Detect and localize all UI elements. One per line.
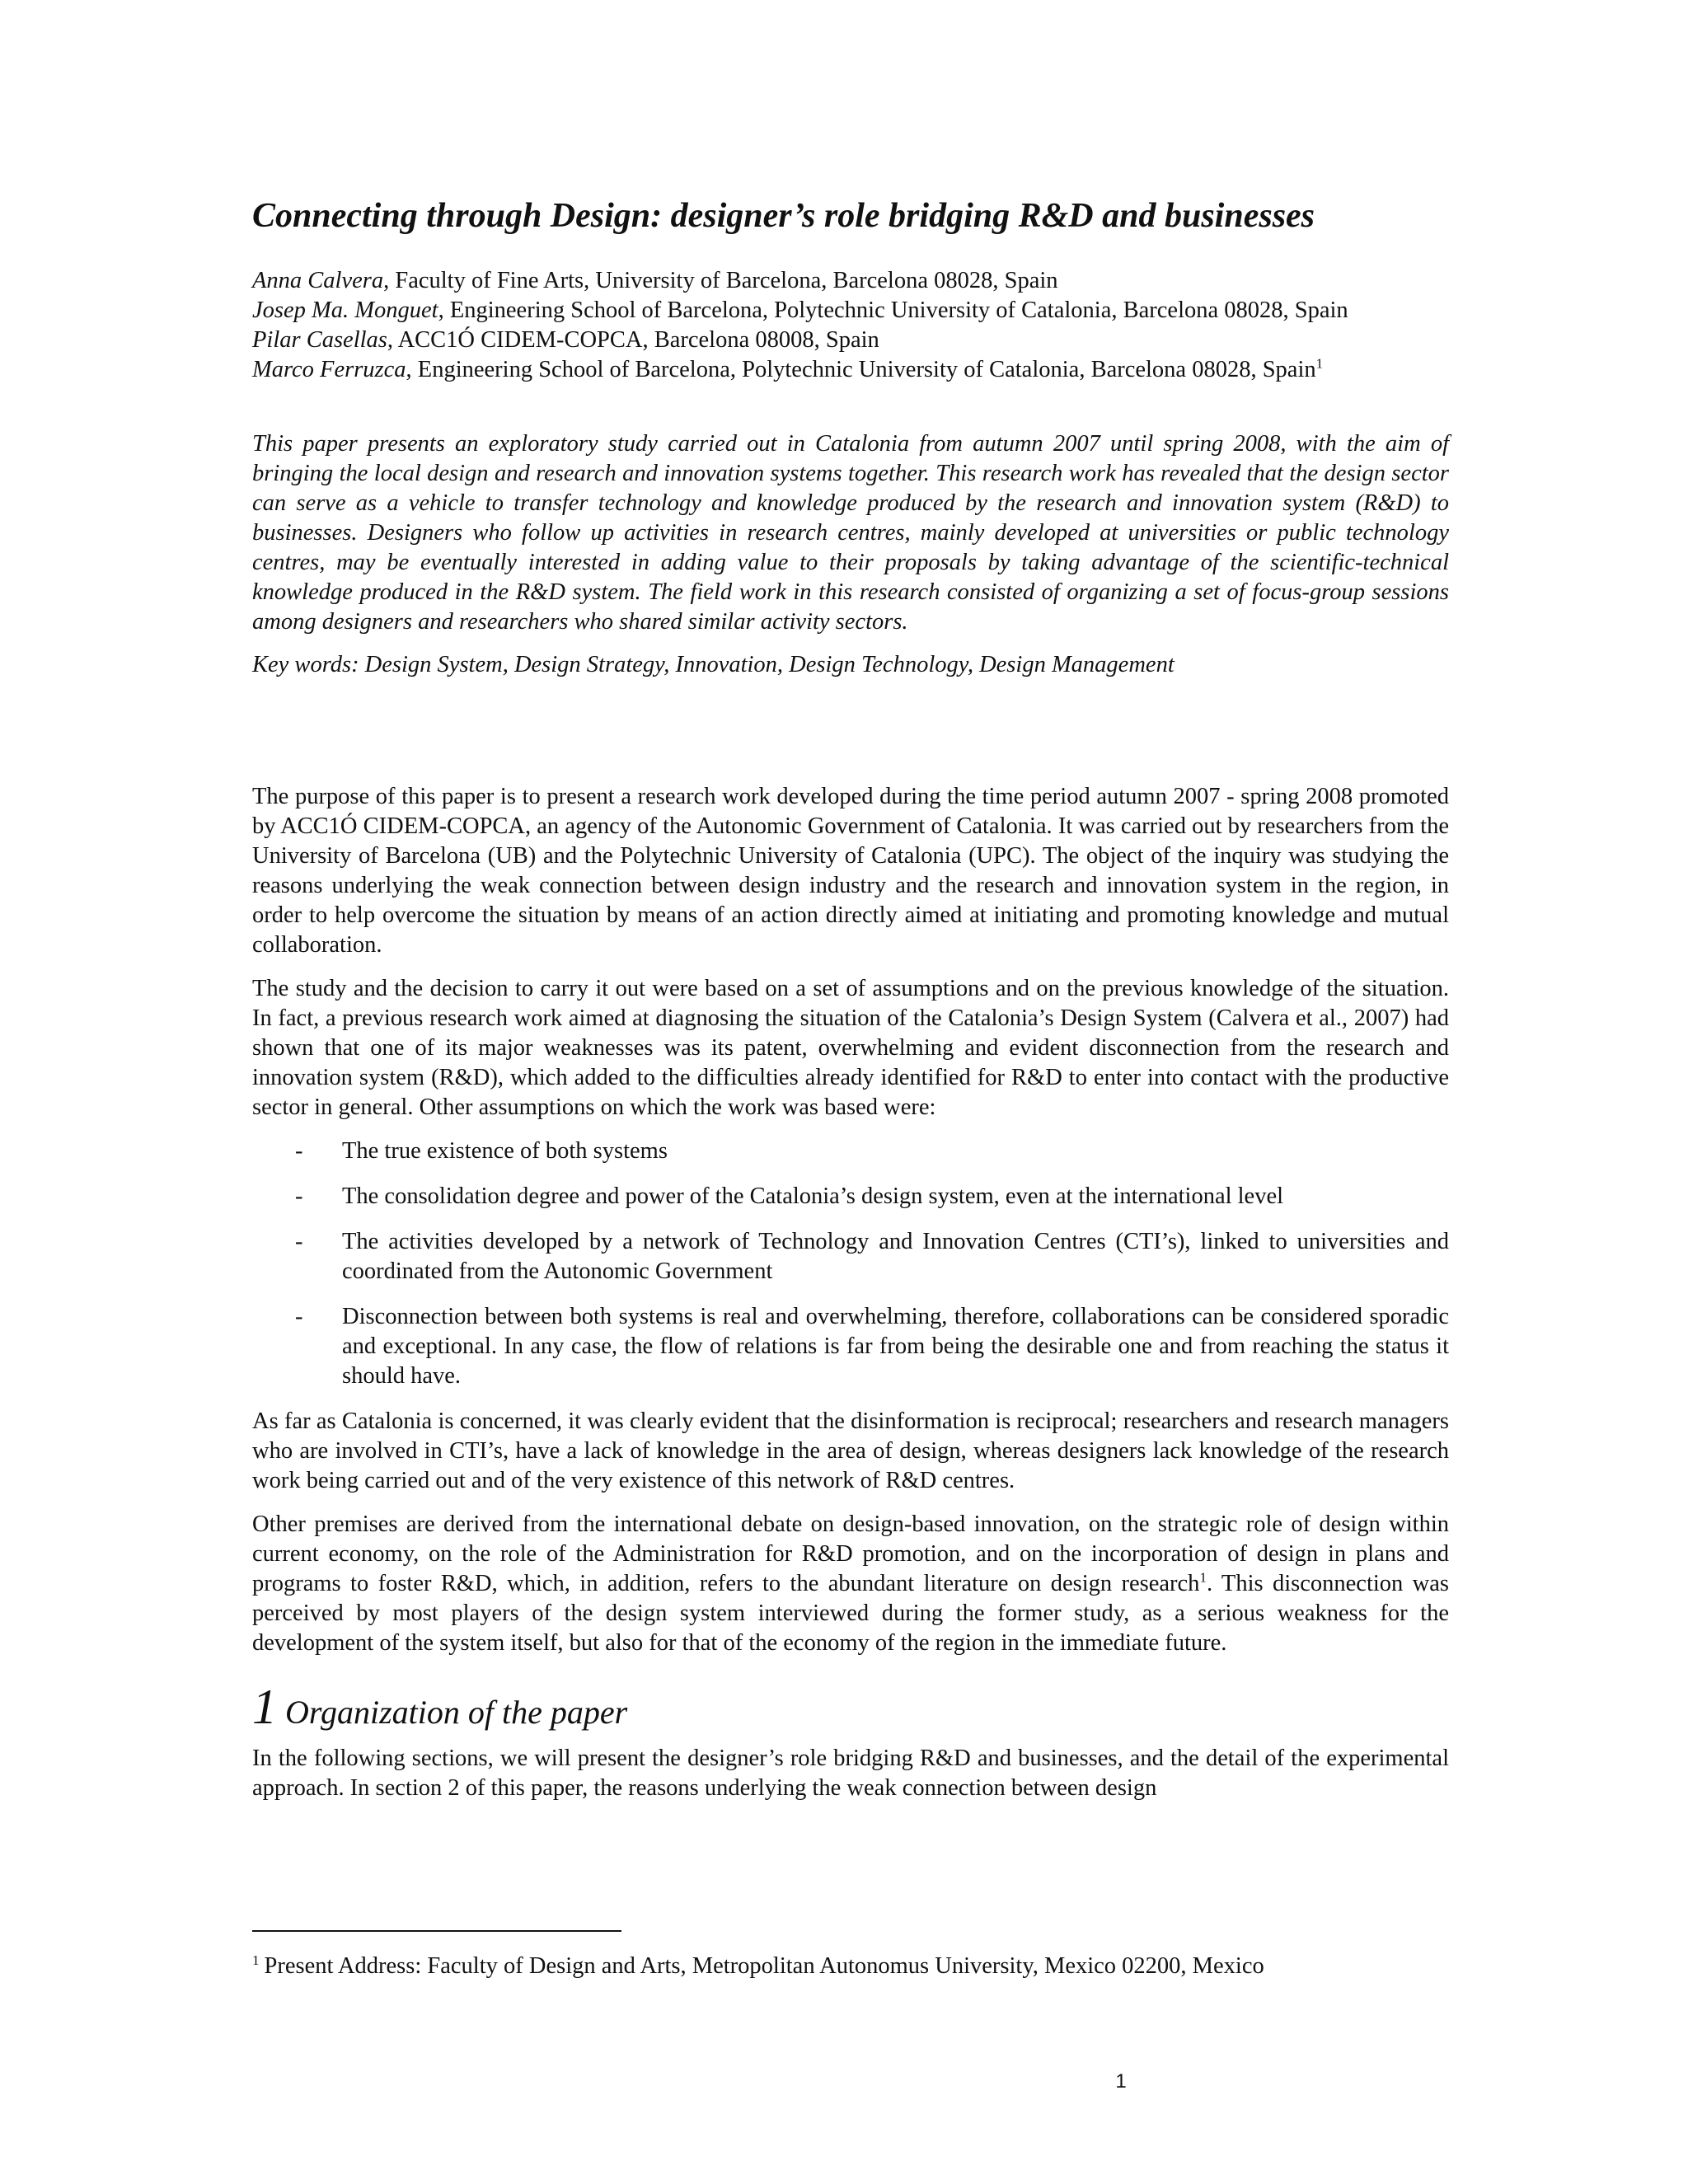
- body-paragraph: The study and the decision to carry it out were based on a set of assumptions and on the previous knowledge of the situation. In fact, a previous research work aimed at diagnosing the situation of the Catalonia’s Design System (Calvera et al., 2007) had shown that one of its major weaknesses was its patent, overwhelming and evident disconnection from the research and innovation system (R&D), which added to the difficulties already identified for R&D to enter into contact with the productive sector in general. Other assumptions on which the work was based were:: [252, 975, 1449, 1120]
- paragraph-text: . This disconnection was perceived by most players of the design system interviewed during the former study, as a serious weakness for the development of the system itself, but also for that of the economy of the region in the immediate future.: [252, 1570, 1449, 1656]
- author-line: [252, 266, 1449, 296]
- author-affiliation: , ACC1Ó CIDEM-COPCA, Barcelona 08008, Spain: [387, 326, 879, 353]
- body-paragraph: In the following sections, we will present the designer’s role bridging R&D and businesses, and the detail of the experimental approach. In section 2 of this paper, the reasons underlying the weak connection between design: [252, 1745, 1449, 1801]
- paper-title: Connecting through Design: designer’s role bridging R&D and businesses: [252, 197, 1315, 235]
- author-line: [252, 326, 1449, 355]
- footnote-text: Present Address: Faculty of Design and Arts, Metropolitan Autonomus University, Mexico 02200, Mexico: [264, 1953, 1264, 1979]
- author-affiliation: , Faculty of Fine Arts, University of Barcelona, Barcelona 08028, Spain: [383, 267, 1058, 293]
- list-item: [252, 1182, 1449, 1212]
- author-line: [252, 296, 1449, 326]
- author-name: Josep Ma. Monguet: [252, 297, 438, 323]
- abstract: This paper presents an exploratory study carried out in Catalonia from autumn 2007 until spring 2008, with the aim of bringing the local design and research and innovation systems together. This research work has revealed that the design sector can serve as a vehicle to transfer technology and knowledge produced by the research and innovation system (R&D) to businesses. Designers who follow up activities in research centres, mainly developed at universities or public technology centres, may be eventually interested in adding value to their proposals by taking advantage of the scientific-technical knowledge produced in the R&D system. The field work in this research consisted of organizing a set of focus-group sessions among designers and researchers who shared similar activity sectors.: [252, 430, 1449, 635]
- body-paragraph: As far as Catalonia is concerned, it was clearly evident that the disinformation is reciprocal; researchers and research managers who are involved in CTI’s, have a lack of knowledge in the area of design, whereas designers lack knowledge of the research work being carried out and of the very existence of this network of R&D centres.: [252, 1408, 1449, 1493]
- bullet-dash: -: [295, 1137, 303, 1164]
- section-title: Organization of the paper: [285, 1693, 628, 1731]
- footnote: [252, 1952, 1264, 1981]
- footnote-reference: 1: [1315, 355, 1324, 371]
- body-paragraph: [252, 1510, 1449, 1658]
- list-item-text: The activities developed by a network of Technology and Innovation Centres (CTI’s), linked to universities and coordinated from the Autonomic Government: [342, 1228, 1449, 1284]
- bullet-dash: -: [295, 1303, 303, 1329]
- paragraph-text: Other premises are derived from the international debate on design-based innovation, on the strategic role of design within current economy, on the role of the Administration for R&D promotion, and on the incorporation of design in plans and programs to foster R&D, which, in addition, refers to the abundant literature on design research: [252, 1511, 1449, 1596]
- list-item: [252, 1137, 1449, 1166]
- bullet-dash: -: [295, 1183, 303, 1209]
- author-name: Anna Calvera: [252, 267, 384, 293]
- bullet-dash: -: [295, 1228, 303, 1254]
- list-item-text: Disconnection between both systems is real and overwhelming, therefore, collaborations can be considered sporadic and exceptional. In any case, the flow of relations is far from being the desirable one and from reaching the status it should have.: [342, 1303, 1449, 1389]
- section-heading: [252, 1680, 1449, 1734]
- assumption-list: [252, 1137, 1449, 1391]
- paper-content: [252, 194, 1449, 1817]
- author-affiliation: , Engineering School of Barcelona, Polytechnic University of Catalonia, Barcelona 08028, Spain: [406, 356, 1316, 382]
- list-item: [252, 1227, 1449, 1286]
- section-number: 1: [252, 1679, 277, 1734]
- author-name: Pilar Casellas: [252, 326, 387, 353]
- footnote-reference: 1: [1199, 1569, 1207, 1585]
- page-number: 1: [1115, 2070, 1127, 2093]
- list-item-text: The true existence of both systems: [342, 1137, 668, 1164]
- author-name: Marco Ferruzca: [252, 356, 406, 382]
- author-list: [252, 266, 1449, 385]
- footnote-mark: 1: [252, 1952, 260, 1968]
- keywords: Key words: Design System, Design Strategy, Innovation, Design Technology, Design Management: [252, 651, 1175, 677]
- author-line: [252, 355, 1449, 385]
- list-item: [252, 1302, 1449, 1391]
- author-affiliation: , Engineering School of Barcelona, Polytechnic University of Catalonia, Barcelona 08028, Spain: [438, 297, 1348, 323]
- list-item-text: The consolidation degree and power of the Catalonia’s design system, even at the international level: [342, 1183, 1284, 1209]
- body-paragraph: The purpose of this paper is to present a research work developed during the time period autumn 2007 - spring 2008 promoted by ACC1Ó CIDEM-COPCA, an agency of the Autonomic Government of Catalonia. It was carried out by researchers from the University of Barcelona (UB) and the Polytechnic University of Catalonia (UPC). The object of the inquiry was studying the reasons underlying the weak connection between design industry and the research and innovation system in the region, in order to help overcome the situation by means of an action directly aimed at initiating and promoting knowledge and mutual collaboration.: [252, 783, 1449, 958]
- footnote-divider: [252, 1930, 621, 1932]
